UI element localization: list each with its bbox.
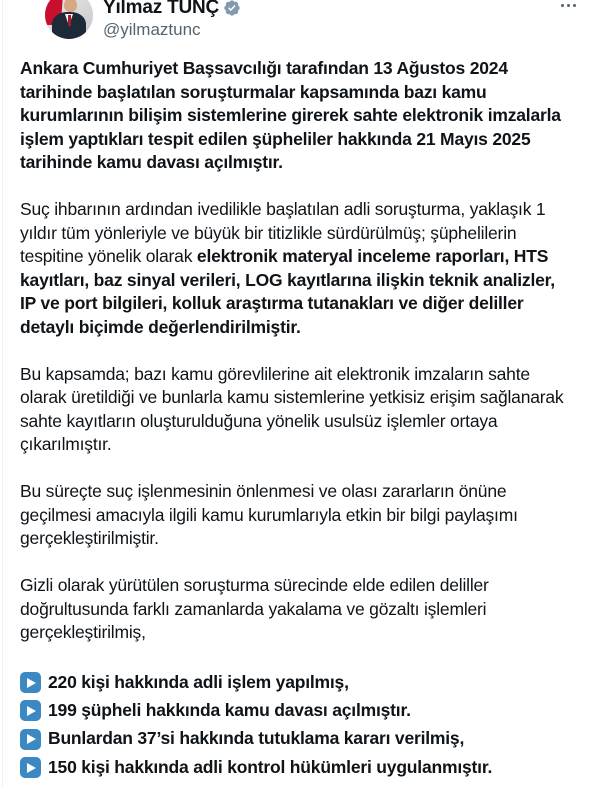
display-name[interactable]: Yılmaz TUNÇ [103,0,220,18]
list-item [20,669,569,697]
dot [573,4,576,7]
play-button-icon [20,700,41,721]
tweet-header [3,0,602,44]
tweet-card [2,0,602,787]
user-handle[interactable]: @yilmaztunc [103,20,201,39]
play-button-icon [20,729,41,750]
display-name-row [103,0,241,18]
more-options-button[interactable] [559,2,578,9]
bullet-text: Bunlardan 37’si hakkında tutuklama kararı verilmiş, [48,728,465,749]
bullet-list [20,669,569,782]
tweet-paragraph-2-bold: elektronik materyal inceleme raporları, HTS kayıtları, baz sinyal verileri, LOG kayıtlarına ilişkin teknik analizler, IP ve port bilgileri, kolluk araştırma tutanakları ve diğer deliller detaylı biçimde değerlendirilmiştir. [20,246,555,337]
tweet-paragraph-1: Ankara Cumhuriyet Başsavcılığı tarafından 13 Ağustos 2024 tarihinde başlatılan soruşturmalar kapsamında bazı kamu kurumlarının bilişim sistemlerine girerek sahte elektronik imzalarla işlem yaptıkları tespit edilen şüpheliler hakkında 21 Mayıs 2025 tarihinde kamu davası açılmıştır. [20,58,561,172]
tweet-paragraph-3: Bu kapsamda; bazı kamu görevlilerine ait elektronik imzaların sahte olarak üretildiği ve bunlarla kamu sistemlerine yetkisiz erişim sağlanarak sahte kayıtların oluşturulduğuna yönelik usulsüz işlemler ortaya çıkarılmıştır. [20,363,564,454]
avatar-tie-detail [68,15,71,26]
dot [561,4,564,7]
user-identity [103,0,241,40]
dot [567,4,570,7]
play-button-icon [20,672,41,693]
avatar-face-detail [64,0,77,12]
list-item [20,697,569,725]
play-button-icon [20,757,41,778]
list-item [20,725,569,753]
avatar[interactable] [45,0,93,39]
bullet-text: 150 kişi hakkında adli kontrol hükümleri uygulanmıştır. [48,756,493,777]
bullet-text: 220 kişi hakkında adli işlem yapılmış, [48,671,349,692]
list-item [20,753,569,781]
tweet-paragraph-2-regular: Suç ihbarının ardından ivedilikle başlatılan adli soruşturma, yaklaşık 1 yıldır tüm yönleriyle ve büyük bir titizlikle sürdürülmüş; şüphelilerin tespitine yönelik olarak [20,199,546,266]
tweet-body [3,44,602,782]
bullet-text: 199 şüpheli hakkında kamu davası açılmıştır. [48,700,411,721]
tweet-paragraph-4: Bu süreçte suç işlenmesinin önlenmesi ve olası zararların önüne geçilmesi amacıyla ilgili kamu kurumlarıyla etkin bir bilgi paylaşımı gerçekleştirilmiştir. [20,481,518,548]
tweet-paragraph-2 [20,198,569,339]
tweet-paragraph-5: Gizli olarak yürütülen soruşturma sürecinde elde edilen deliller doğrultusunda farklı zamanlarda yakalama ve gözaltı işlemleri gerçekleştirilmiş, [20,575,489,642]
verified-badge-icon[interactable] [223,0,241,17]
